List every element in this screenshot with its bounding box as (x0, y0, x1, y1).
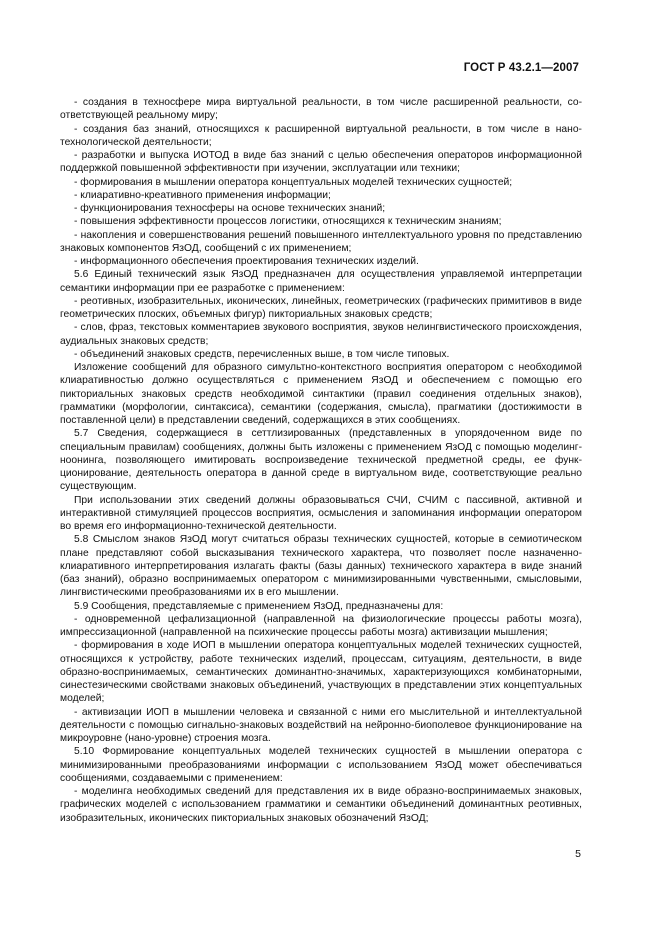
paragraph: - клиаративно-креативного применения информации; (74, 189, 331, 201)
paragraph: - формирования в мышлении оператора концептуальных моделей технических сущностей; (74, 176, 513, 188)
paragraph: - объединений знаковых средств, перечисленных выше, в том числе типовых. (74, 348, 450, 360)
paragraph: При использовании этих сведений должны образовываться СЧИ, СЧИМ с пассивной, активной и интерактивной стимуляцией процессов восприятия, осмысления и запоминания информации оператором во время его информационно-технической деятельности. (60, 494, 582, 532)
paragraph: - слов, фраз, текстовых комментариев звукового восприятия, звуков нелингвистического происхождения, аудиальных знаковых средств; (60, 322, 582, 347)
section-5-9: 5.9 Сообщения, представляемые с применением ЯзОД, предназначены для: (74, 600, 444, 612)
paragraph: - разработки и выпуска ИОТОД в виде баз знаний с целью обеспечения операторов информационной поддержкой повышенной эффективности при изучении, эксплуатации или техники; (60, 150, 582, 175)
paragraph: - моделинга необходимых сведений для представления их в виде образно-воспринимаемых знаковых, графических моделей с использованием грамматики и семантики объединений доминантных реотивных, изобразительных, иконических пикториальных знаковых обозначений ЯзОД; (60, 786, 582, 824)
page-number: 5 (575, 848, 581, 860)
paragraph: - формирования в ходе ИОП в мышлении оператора концептуальных моделей технических сущностей, относящихся к устройству, работе технических изделий, процессам, ситуациям, деятельности, в виде образно-воспринимаемых, семантических доминантно-значимых, характеризующихся комбинаторными, синестезическими свойствами знаковых объединений, участвующих в представлении этих концептуальных моделей; (60, 640, 582, 705)
paragraph: Изложение сообщений для образного симультно-контекстного восприятия оператором с необходимой клиаративностью должно осуществляться с применением ЯзОД и обеспечением с помощью его пикториальных знаковых средств необходимой синтактики (правил соединения отдельных знаков), грамматики (морфологии, синтаксиса), семантики (содержания, смысла), прагматики (достижимости в поставленной цели) в представлении сведений, содержащихся в этих сообщениях. (60, 362, 582, 426)
paragraph: - создания баз знаний, относящихся к расширенной виртуальной реальности, в том числе в нано-технологической деятельности; (60, 123, 582, 148)
section-5-6: 5.6 Единый технический язык ЯзОД предназначен для осуществления управляемой интерпретации семантики информации при ее разработке с применением: (60, 269, 582, 294)
paragraph: - реотивных, изобразительных, иконических, линейных, геометрических (графических примитивов в виде геометрических плоских, объемных фигур) пикториальных знаковых средств; (60, 295, 582, 320)
paragraph: - создания в техносфере мира виртуальной реальности, в том числе расширенной реальности, соответствующей реальному миру; (60, 97, 582, 122)
paragraph: - одновременной цефализационной (направленной на физиологические процессы работы мозга), импрессизационной (направленной на психические процессы работы мозга) активизации мышления; (60, 613, 582, 638)
paragraph: - функционирования техносферы на основе технических знаний; (74, 203, 386, 214)
document-body (60, 96, 582, 825)
paragraph: - активизации ИОП в мышлении человека и связанной с ними его мыслительной и интеллектуальной деятельности с помощью сигнально-знаковых воздействий на нейронно-биополевое функционирование на микроуровне (нано-уровне) строения мозга. (60, 706, 582, 744)
standard-code-header: ГОСТ Р 43.2.1—2007 (463, 62, 579, 74)
section-5-10: 5.10 Формирование концептуальных моделей технических сущностей в мышлении оператора с минимизированными преобразованиями информации с использованием ЯзОД может обеспечиваться сообщениями, создаваемыми с применением: (60, 746, 582, 784)
section-5-7: 5.7 Сведения, содержащиеся в сеттлизированных (представленных в упорядоченном виде по специальным правилам) сообщениях, должны быть изложены с применением ЯзОД с помощью моделинг-ноонинга, позволяющего имитировать воспроизведение технической предметной среды, ее функционирование, деятельность оператора в данной среде в виртуальном виде, соответствующие реально существующим. (60, 428, 582, 493)
paragraph: - повышения эффективности процессов логистики, относящихся к техническим знаниям; (74, 216, 502, 228)
paragraph: - накопления и совершенствования решений повышенного интеллектуального уровня по представлению знаковых компонентов ЯзОД, сообщений с их применением; (60, 229, 582, 254)
paragraph: - информационного обеспечения проектирования технических изделий. (74, 256, 419, 267)
section-5-8: 5.8 Смыслом знаков ЯзОД могут считаться образы технических сущностей, которые в семиотическом плане представляют собой высказывания технического характера, что позволяет после назначенно-клиаративного интерпретирования излагать факты (базы данных) технического характера в виде знаний (баз знаний), образно воспринимаемых оператором с минимизированными чувственными, смысловыми, лингвистическими преобразованиями их в его мышлении. (60, 534, 582, 599)
